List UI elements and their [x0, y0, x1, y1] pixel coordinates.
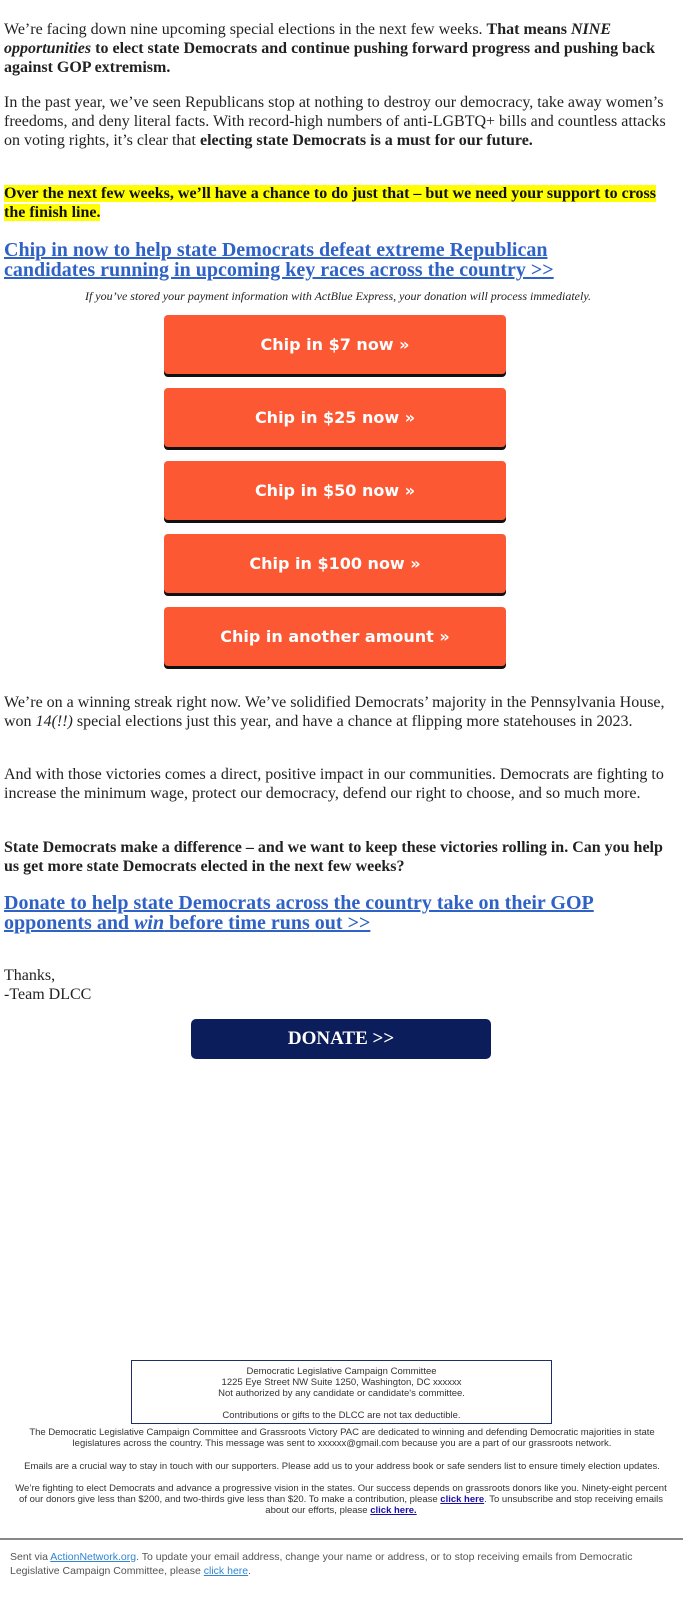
paragraph-three-end: special elections just this year, and have a chance at flipping more statehouses in 2023. — [72, 713, 633, 730]
footer-paragraph-3-mid: . To unsubscribe and stop receiving emails about our efforts, please — [265, 1494, 663, 1516]
address-box — [131, 1360, 552, 1424]
paragraph-three — [4, 693, 672, 731]
address-line-2: 1225 Eye Street NW Suite 1250, Washington, DC xxxxxx — [221, 1377, 462, 1388]
address-line-3: Not authorized by any candidate or candidate's committee. — [218, 1388, 465, 1399]
contribute-link[interactable]: click here — [440, 1494, 485, 1505]
chip-in-other-button[interactable]: Chip in another amount » — [164, 607, 506, 666]
footer-paragraph-3-text: We’re fighting to elect Democrats and advance a progressive vision in the states. Our success depends on grassroots donors like you. Ninety-eight percent of our donors give less than $200, and two-thirds give less than $20. To make a contribution, please — [15, 1483, 667, 1505]
intro-bold: That means — [486, 21, 571, 38]
footer-paragraph-2: Emails are a crucial way to stay in touch with our supporters. Please add us to your address book or safe senders list to ensure timely election updates. — [24, 1461, 660, 1472]
footer-paragraph-3 — [14, 1483, 668, 1516]
donate-link-secondary-text: Donate to help state Democrats across the country take on their GOP opponents and — [4, 892, 594, 934]
donate-link-secondary-italic: win — [134, 912, 165, 934]
address-line-4: Contributions or gifts to the DLCC are not tax deductible. — [222, 1410, 461, 1421]
paragraph-two-text: In the past year, we’ve seen Republicans stop at nothing to destroy our democracy, take away women’s freedoms, and deny literal facts. With record-high numbers of anti-LGBTQ+ bills and countless attacks on voting rights, it’s clear that — [4, 94, 666, 149]
intro-text: We’re facing down nine upcoming special elections in the next few weeks. — [4, 21, 487, 38]
sent-via-mid: . To update your email address, change your name or address, or to stop receiving emails from Democratic Legislative Campaign Committee, please — [10, 1551, 633, 1577]
address-line-1: Democratic Legislative Campaign Committee — [246, 1366, 437, 1377]
paragraph-two — [4, 93, 672, 150]
donate-link-secondary[interactable] — [4, 893, 664, 933]
sent-via-end: . — [248, 1565, 252, 1577]
footer-divider — [0, 1538, 683, 1540]
chip-in-25-button[interactable]: Chip in $25 now » — [164, 388, 506, 447]
intro-paragraph — [4, 20, 672, 77]
chip-in-7-button[interactable]: Chip in $7 now » — [164, 315, 506, 374]
unsubscribe-link[interactable]: click here. — [370, 1505, 417, 1516]
update-preferences-link[interactable]: click here — [203, 1565, 249, 1577]
donate-link-secondary-end: before time runs out >> — [164, 912, 371, 934]
intro-bold-end: to elect state Democrats and continue pushing forward progress and pushing back against GOP extremism. — [4, 40, 656, 76]
chip-in-100-button[interactable]: Chip in $100 now » — [164, 534, 506, 593]
footer-paragraph-1: The Democratic Legislative Campaign Committee and Grassroots Victory PAC are dedicated to winning and defending Democratic majorities in state legislatures across the country. This message was sent to xxxxxx@gmail.com because you are a part of our grassroots network. — [29, 1427, 655, 1449]
highlight-text: Over the next few weeks, we’ll have a chance to do just that – but we need your support to cross the finish line. — [4, 185, 656, 221]
paragraph-two-bold: electing state Democrats is a must for our future. — [199, 132, 533, 149]
actblue-note: If you’ve stored your payment information with ActBlue Express, your donation will process immediately. — [84, 289, 592, 303]
paragraph-four: And with those victories comes a direct, positive impact in our communities. Democrats are fighting to increase the minimum wage, protect our democracy, defend our right to choose, and so much more. — [4, 766, 664, 802]
paragraph-three-italic: 14(!!) — [35, 713, 73, 730]
signature-text: -Team DLCC — [4, 986, 92, 1003]
paragraph-five: State Democrats make a difference – and we want to keep these victories rolling in. Can you help us get more state Democrats elected in the next few weeks? — [4, 839, 663, 875]
intro-bold-italic: NINE opportunities — [4, 21, 612, 57]
donate-link-primary[interactable]: Chip in now to help state Democrats defeat extreme Republican candidates running in upcoming key races across the country >> — [4, 239, 554, 281]
chip-in-50-button[interactable]: Chip in $50 now » — [164, 461, 506, 520]
sent-via-footer — [10, 1550, 666, 1578]
actionnetwork-link[interactable]: ActionNetwork.org — [50, 1551, 137, 1563]
sent-via-text: Sent via — [10, 1551, 51, 1563]
paragraph-three-text: We’re on a winning streak right now. We’ve solidified Democrats’ majority in the Pennsylvania House, won — [4, 694, 665, 730]
thanks-text: Thanks, — [4, 967, 56, 984]
donate-button[interactable]: DONATE >> — [191, 1019, 491, 1059]
